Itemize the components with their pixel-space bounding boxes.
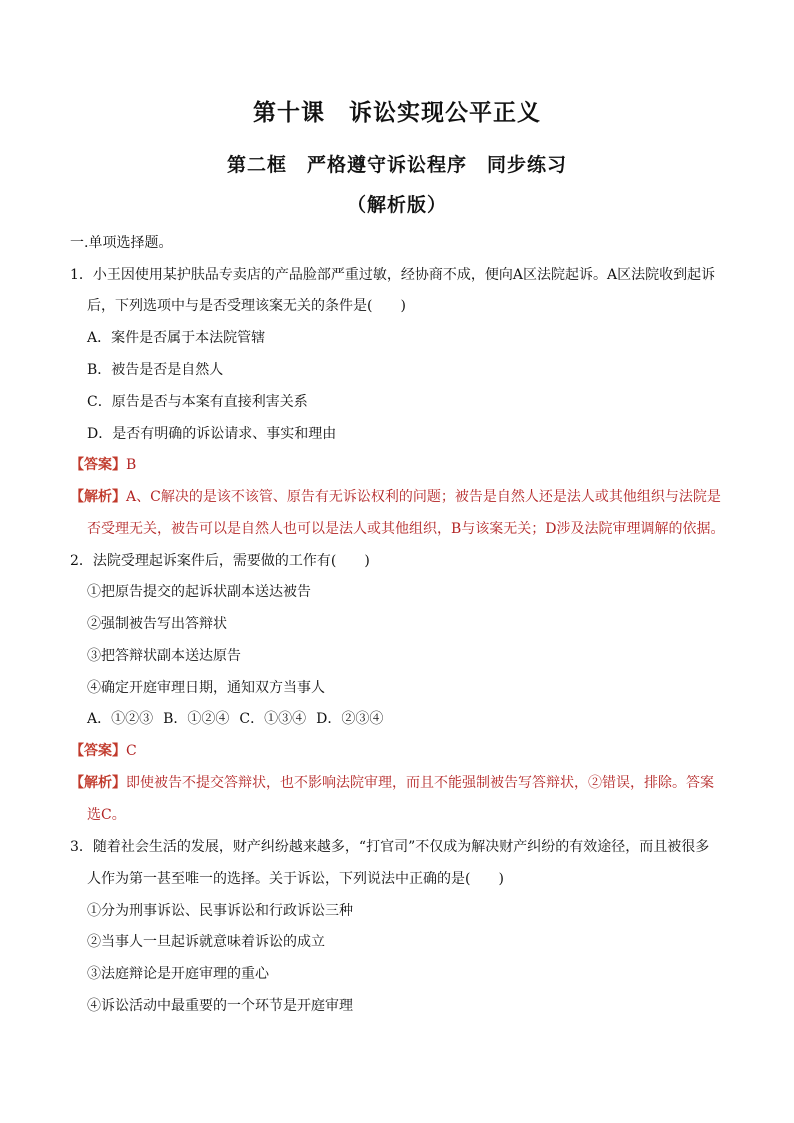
q1-analysis-line2: 否受理无关，被告可以是自然人也可以是法人或其他组织，B与该案无关；D涉及法院审理调解的依据。 xyxy=(87,521,725,537)
q2-analysis-line1 xyxy=(70,773,714,793)
q1-analysis-tag: 【解析】 xyxy=(70,489,126,505)
q1-stem-line2: 后，下列选项中与是否受理该案无关的条件是( ) xyxy=(87,298,406,314)
q2-analysis-tag: 【解析】 xyxy=(70,775,126,791)
q2-choice-c: C．①③④ xyxy=(239,711,307,727)
q3-stem-line1: 3．随着社会生活的发展，财产纠纷越来越多，“打官司”不仅成为解决财产纠纷的有效途径，而且被很多 xyxy=(70,839,710,855)
section-heading: 一.单项选择题。 xyxy=(70,235,173,251)
q3-stem-line2: 人作为第一甚至唯一的选择。关于诉讼，下列说法中正确的是( ) xyxy=(87,871,504,887)
q2-item-3: ③把答辩状副本送达原告 xyxy=(87,648,241,664)
q2-stem: 2．法院受理起诉案件后，需要做的工作有( ) xyxy=(70,553,370,569)
q1-option-d: D．是否有明确的诉讼请求、事实和理由 xyxy=(87,426,337,442)
q1-option-b: B．被告是否是自然人 xyxy=(87,362,224,378)
q1-analysis-line1 xyxy=(70,487,721,507)
q2-item-2: ②强制被告写出答辩状 xyxy=(87,616,227,632)
q2-choice-d: D．②③④ xyxy=(316,711,384,727)
q1-option-c: C．原告是否与本案有直接利害关系 xyxy=(87,394,308,410)
q1-option-a: A．案件是否属于本法院管辖 xyxy=(87,330,266,346)
q3-item-1: ①分为刑事诉讼、民事诉讼和行政诉讼三种 xyxy=(87,903,353,919)
q2-answer xyxy=(70,741,137,761)
q2-answer-tag: 【答案】 xyxy=(70,743,126,759)
edition-label: （解析版） xyxy=(346,194,447,216)
q1-answer xyxy=(70,455,136,475)
q2-analysis-text1: 即使被告不提交答辩状，也不影响法院审理，而且不能强制被告写答辩状，②错误，排除。答案 xyxy=(126,775,714,791)
q1-answer-tag: 【答案】 xyxy=(70,457,126,473)
q2-choice-a: A．①②③ xyxy=(87,711,154,727)
q1-stem-line1: 1．小王因使用某护肤品专卖店的产品脸部严重过敏，经协商不成，便向A区法院起诉。A区法院收到起诉 xyxy=(70,267,716,283)
q2-analysis-line2: 选C。 xyxy=(87,807,126,823)
q2-choice-b: B．①②④ xyxy=(163,711,230,727)
q1-answer-value: B xyxy=(126,457,137,473)
q2-item-4: ④确定开庭审理日期，通知双方当事人 xyxy=(87,680,325,696)
q2-answer-value: C xyxy=(126,743,137,759)
page-subtitle: 第二框 严格遵守诉讼程序 同步练习 xyxy=(226,154,567,176)
q3-item-4: ④诉讼活动中最重要的一个环节是开庭审理 xyxy=(87,998,353,1014)
page-title: 第十课 诉讼实现公平正义 xyxy=(253,99,541,126)
q3-item-3: ③法庭辩论是开庭审理的重心 xyxy=(87,966,269,982)
q2-item-1: ①把原告提交的起诉状副本送达被告 xyxy=(87,584,311,600)
q2-choices xyxy=(87,709,393,729)
q3-item-2: ②当事人一旦起诉就意味着诉讼的成立 xyxy=(87,934,325,950)
q1-analysis-text1: A、C解决的是该不该管、原告有无诉讼权利的问题；被告是自然人还是法人或其他组织与法院是 xyxy=(126,489,721,505)
